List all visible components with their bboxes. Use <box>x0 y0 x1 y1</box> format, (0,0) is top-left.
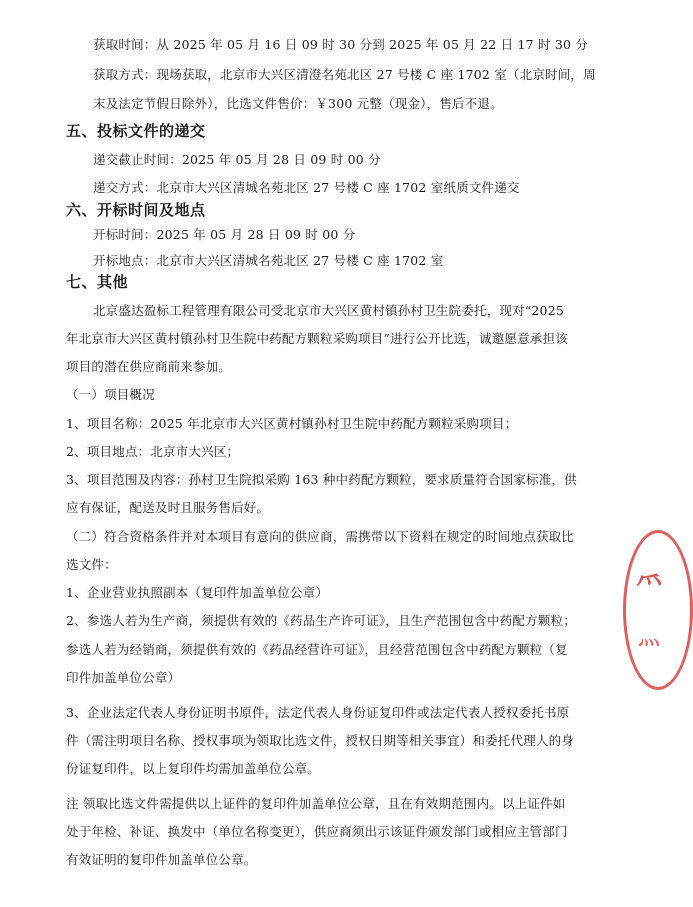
subsection-heading-2: （二）符合资格条件并对本项目有意向的供应商，需携带以下资料在规定的时间地点获取比 <box>66 529 575 544</box>
req-item-2-cont-2: 印件加盖单位公章） <box>66 670 181 685</box>
paragraph-line-1: 北京盛达盈标工程管理有限公司受北京市大兴区黄村镇孙村卫生院委托，现对“2025 <box>93 303 565 318</box>
item-project-scope: 3、项目范围及内容：孙村卫生院拟采购 163 种中药配方颗粒，要求质量符合国家标准，供 <box>66 472 577 487</box>
text-line-submit-deadline: 递交截止时间：2025 年 05 月 28 日 09 时 00 分 <box>93 152 381 167</box>
req-item-3-cont-1: 件（需注明项目名称、授权事项为领取比选文件，授权日期等相关事宜）和委托代理人的身 <box>66 733 575 748</box>
req-item-3: 3、企业法定代表人身份证明书原件，法定代表人身份证复印件或法定代表人授权委托书原 <box>66 705 570 720</box>
note-line-3: 有效证明的复印件加盖单位公章。 <box>66 852 257 867</box>
subsection-heading-2-cont: 选文件： <box>66 557 117 572</box>
section-heading-7: 七、其他 <box>66 273 129 291</box>
seal-mark-top: ⺤ <box>636 568 663 598</box>
seal-mark-bottom: ⺣ <box>638 625 661 650</box>
item-project-location: 2、项目地点：北京市大兴区； <box>66 444 240 459</box>
section-heading-5: 五、投标文件的递交 <box>66 122 206 140</box>
item-project-name: 1、项目名称：2025 年北京市大兴区黄村镇孙村卫生院中药配方颗粒采购项目； <box>66 416 518 431</box>
req-item-3-cont-2: 份证复印件，以上复印件均需加盖单位公章。 <box>66 761 321 776</box>
section-heading-6: 六、开标时间及地点 <box>66 201 206 219</box>
note-line-2: 处于年检、补证、换发中（单位名称变更），供应商须出示该证件颁发部门或相应主管部门 <box>66 824 568 839</box>
text-line-acquire-method: 获取方式：现场获取，北京市大兴区清澄名苑北区 27 号楼 C 座 1702 室（北京时间，周 <box>93 67 596 82</box>
text-line-acquire-time: 获取时间：从 2025 年 05 月 16 日 09 时 30 分到 2025 年 05 月 22 日 17 时 30 分 <box>93 37 589 52</box>
text-line-submit-method: 递交方式：北京市大兴区清城名苑北区 27 号楼 C 座 1702 室纸质文件递交 <box>93 180 520 195</box>
text-line-open-time: 开标时间：2025 年 05 月 28 日 09 时 00 分 <box>93 227 356 242</box>
subsection-heading-1: （一）项目概况 <box>66 387 155 402</box>
text-line-acquire-method-cont: 末及法定节假日除外），比选文件售价：￥300 元整（现金），售后不退。 <box>93 96 503 111</box>
note-line-1: 注 领取比选文件需提供以上证件的复印件加盖单位公章，且在有效期范围内。以上证件如 <box>66 796 566 811</box>
req-item-1: 1、企业营业执照副本（复印件加盖单位公章） <box>66 585 329 600</box>
paragraph-line-3: 项目的潜在供应商前来参加。 <box>66 359 232 374</box>
text-line-open-place: 开标地点：北京市大兴区清城名苑北区 27 号楼 C 座 1702 室 <box>93 253 444 268</box>
red-seal-stamp <box>623 530 693 690</box>
req-item-2: 2、参选人若为生产商，须提供有效的《药品生产许可证》，且生产范围包含中药配方颗粒； <box>66 613 576 628</box>
req-item-2-cont-1: 参选人若为经销商，须提供有效的《药品经营许可证》，且经营范围包含中药配方颗粒（复 <box>66 642 568 657</box>
paragraph-line-2: 年北京市大兴区黄村镇孙村卫生院中药配方颗粒采购项目”进行公开比选，诚邀愿意承担该 <box>66 331 568 346</box>
item-project-scope-cont: 应有保证，配送及时且服务售后好。 <box>66 500 270 515</box>
